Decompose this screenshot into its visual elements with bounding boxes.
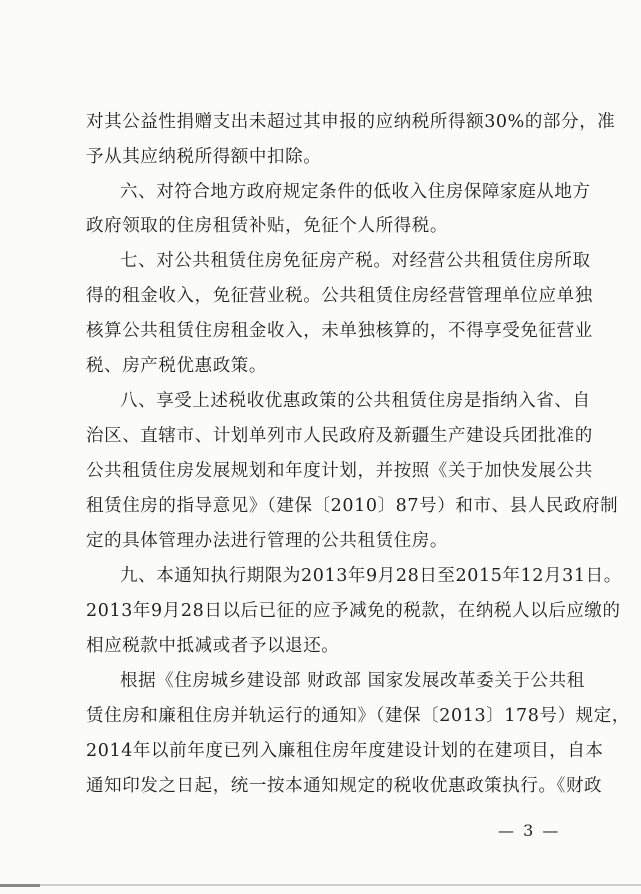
text-line: 对其公益性捐赠支出未超过其申报的应纳税所得额30%的部分，准 <box>86 112 616 132</box>
text-line: 核算公共租赁住房租金收入，未单独核算的，不得享受免征营业 <box>86 321 593 341</box>
text-line: 税、房产税优惠政策。 <box>86 356 267 376</box>
text-line: 予从其应纳税所得额中扣除。 <box>86 147 322 167</box>
paragraph-eight-line: 八、享受上述税收优惠政策的公共租赁住房是指纳入省、自 <box>120 391 591 411</box>
paragraph-nine-line: 九、本通知执行期限为2013年9月28日至2015年12月31日。 <box>120 566 622 586</box>
text-line: 治区、直辖市、计划单列市人民政府及新疆生产建设兵团批准的 <box>86 426 593 446</box>
text-line: 政府领取的住房租赁补贴，免征个人所得税。 <box>86 216 448 236</box>
text-line: 公共租赁住房发展规划和年度计划，并按照《关于加快发展公共 <box>86 461 593 481</box>
page-number: — 3 — <box>498 821 561 840</box>
scan-edge-mark <box>0 884 40 887</box>
text-line: 通知印发之日起，统一按本通知规定的税收优惠政策执行。《财政 <box>86 776 603 796</box>
text-line: 赁住房和廉租住房并轨运行的通知》（建保〔2013〕178号）规定， <box>86 706 630 726</box>
text-line: 租赁住房的指导意见》（建保〔2010〕87号）和市、县人民政府制 <box>86 496 619 516</box>
text-line: 得的租金收入，免征营业税。公共租赁住房经营管理单位应单独 <box>86 286 593 306</box>
text-line: 2013年9月28日以后已征的应予减免的税款，在纳税人以后应缴的 <box>86 601 621 621</box>
text-line: 定的具体管理办法进行管理的公共租赁住房。 <box>86 531 448 551</box>
paragraph-seven-line: 七、对公共租赁住房免征房产税。对经营公共租赁住房所取 <box>120 251 591 271</box>
text-line: 2014年以前年度已列入廉租住房年度建设计划的在建项目，自本 <box>86 741 604 761</box>
scan-edge-line <box>0 884 641 886</box>
paragraph-basis-line: 根据《住房城乡建设部 财政部 国家发展改革委关于公共租 <box>120 671 585 691</box>
paragraph-six-line: 六、对符合地方政府规定条件的低收入住房保障家庭从地方 <box>120 182 591 202</box>
text-line: 相应税款中抵减或者予以退还。 <box>86 636 340 656</box>
